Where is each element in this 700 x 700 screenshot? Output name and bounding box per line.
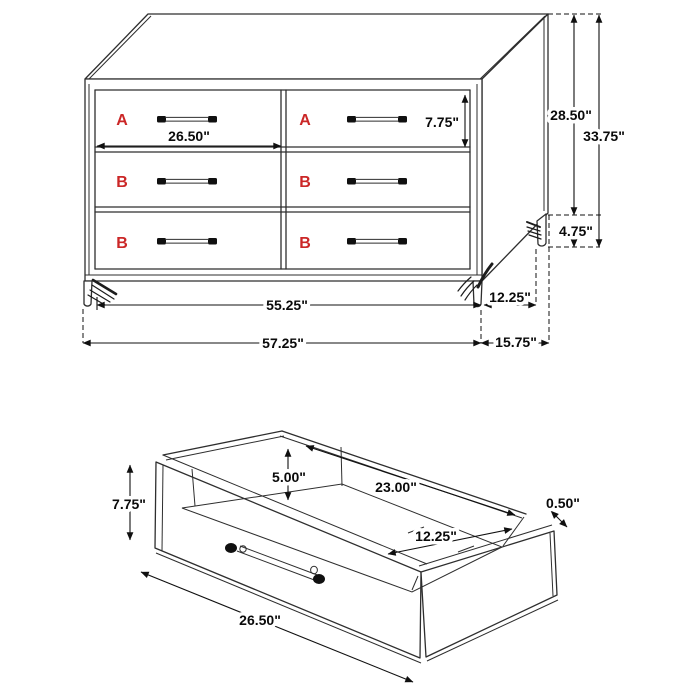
drawer-label: A xyxy=(116,112,128,129)
drawer-label: B xyxy=(116,235,128,252)
dim-leg-height: 4.75" xyxy=(559,223,593,239)
dresser-overview xyxy=(83,14,625,351)
dim-interior-width: 23.00" xyxy=(375,479,417,495)
drawer-label: B xyxy=(299,235,311,252)
dim-overall-width: 57.25" xyxy=(262,335,304,351)
dresser-top-face xyxy=(85,14,548,84)
dim-overall-height: 33.75" xyxy=(583,128,625,144)
dim-overall-depth: 15.75" xyxy=(495,334,537,350)
drawer-label: B xyxy=(299,174,311,191)
dim-interior-height: 5.00" xyxy=(272,469,306,485)
drawer-label: B xyxy=(116,174,128,191)
drawer-right-panel xyxy=(419,525,558,661)
dim-case-height: 28.50" xyxy=(550,107,592,123)
dim-drawer-front-height: 7.75" xyxy=(425,114,459,130)
drawer-box-overview xyxy=(112,431,580,682)
dim-front-width: 26.50" xyxy=(239,612,281,628)
dim-front-height: 7.75" xyxy=(112,496,146,512)
front-left-leg xyxy=(84,280,116,306)
dim-interior-depth: 12.25" xyxy=(415,528,457,544)
dim-drawer-width: 26.50" xyxy=(168,128,210,144)
drawer-label: A xyxy=(299,112,311,129)
dim-side-leg-span: 12.25" xyxy=(489,289,531,305)
dim-front-leg-span: 55.25" xyxy=(266,297,308,313)
dim-panel-thickness: 0.50" xyxy=(546,495,580,511)
dresser-front-face xyxy=(85,79,482,281)
